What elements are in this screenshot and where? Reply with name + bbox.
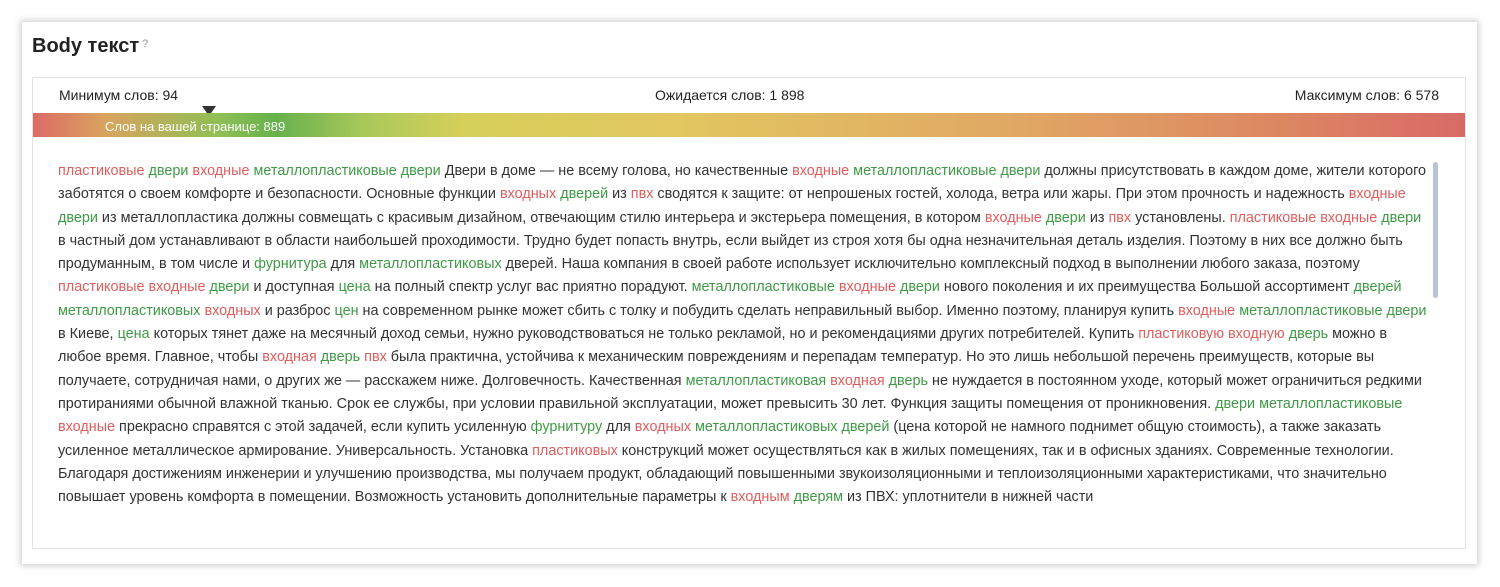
keyword-red: пластиковую входную bbox=[1138, 326, 1285, 343]
body-text-segment: (цена которой не намного поднимет общую стоимость), а также заказать усиленное металлическое армирование. Универсальность. Установка bbox=[58, 419, 1382, 459]
section-title-text: Body текст bbox=[32, 35, 140, 57]
keyword-green: двери bbox=[58, 209, 98, 226]
text-scrollbar[interactable] bbox=[1433, 162, 1438, 298]
keyword-red: входные bbox=[792, 163, 850, 179]
keyword-red: пвх bbox=[1108, 209, 1132, 226]
keyword-red: входная bbox=[830, 372, 885, 389]
body-text-segment: и доступная bbox=[249, 279, 339, 296]
body-text-segment: для bbox=[602, 419, 635, 436]
keyword-red: входные bbox=[838, 279, 896, 296]
body-text-segment: не нуждается в постоянном уходе, который может ограничиться редкими протираниями обычной влажной тканью. Срок ее службы, при условии правильной эксплуатации, может превысить 30 лет. Функция защиты помещения от проникновения. bbox=[58, 372, 1422, 412]
keyword-green: дверей металлопластиковых bbox=[58, 279, 1402, 319]
highlighted-body-text bbox=[58, 160, 1428, 528]
keyword-red: входные bbox=[1178, 302, 1236, 319]
max-words-label: Максимум слов: 6 578 bbox=[1294, 87, 1439, 103]
body-text-widget bbox=[22, 22, 1477, 564]
keyword-green: дверям bbox=[793, 489, 844, 506]
keyword-green: металлопластиковые двери bbox=[1239, 302, 1427, 319]
keyword-red: пластиковых bbox=[532, 442, 618, 459]
body-text-segment: и разброс bbox=[260, 302, 335, 319]
keyword-green: двери bbox=[1045, 209, 1086, 226]
body-text-segment: из ПВХ: уплотнители в нижней части bbox=[843, 489, 1094, 506]
body-text-segment: должны присутствовать в каждом доме, жители которого заботятся о своем комфорте и безопасности. Основные функции bbox=[58, 163, 1427, 203]
keyword-green: металлопластиковые bbox=[691, 279, 835, 296]
body-text-segment: в частный дом устанавливают в области наибольшей проходимости. Трудно будет попасть внутрь, если выйдет из строя хотя бы одна незначительная деталь изделия. Поэтому в них все должно быть продуманным, в том числе и bbox=[58, 232, 1403, 273]
keyword-red: входные bbox=[984, 209, 1042, 226]
keyword-green: металлопластиковых bbox=[359, 256, 502, 273]
keyword-green: металлопластиковых дверей bbox=[695, 419, 890, 436]
keyword-red: пвх bbox=[630, 186, 654, 203]
body-text-segment: из bbox=[608, 186, 631, 203]
body-text-segment: установлены. bbox=[1131, 209, 1230, 226]
keyword-green: металлопластиковые двери bbox=[253, 163, 441, 179]
body-text-segment: которых тянет даже на месячный доход семьи, нужно руководствоваться не только рекламой, но и рекомендациями других потребителей. Купить bbox=[149, 326, 1139, 343]
keyword-green: двери bbox=[148, 163, 189, 179]
keyword-green: двери bbox=[899, 279, 940, 296]
keyword-green: дверь bbox=[1288, 326, 1329, 343]
keyword-green: фурнитуру bbox=[530, 419, 603, 436]
keyword-green: фурнитура bbox=[254, 256, 327, 273]
expected-words-label: Ожидается слов: 1 898 bbox=[655, 87, 805, 103]
keyword-green: дверь bbox=[888, 372, 929, 389]
keyword-red: входные bbox=[1348, 186, 1406, 203]
body-text-segment: была практична, устойчива к механическим повреждениям и перепадам температур. Но это лишь небольшой перечень преимуществ, которые вы получаете, сотрудничая нами, о других же — расскажем ниже. Долговечность. Качественная bbox=[58, 349, 1375, 389]
body-text-segment: прекрасно справятся с этой задачей, если купить усиленную bbox=[115, 419, 531, 436]
word-count-gradient-bar bbox=[33, 113, 1465, 137]
keyword-red: входным bbox=[730, 489, 790, 506]
body-text-segment: в Киеве, bbox=[58, 326, 118, 343]
body-text-segment: из bbox=[1085, 209, 1109, 226]
keyword-red: входных bbox=[204, 302, 261, 319]
section-title bbox=[32, 35, 148, 58]
body-text-segment: для bbox=[326, 256, 360, 273]
help-icon[interactable]: ? bbox=[142, 38, 149, 50]
current-words-label: Слов на вашей странице: 889 bbox=[105, 119, 286, 134]
keyword-green: дверь bbox=[320, 349, 361, 366]
min-words-label: Минимум слов: 94 bbox=[59, 87, 179, 103]
keyword-green: металлопластиковая bbox=[685, 372, 827, 389]
body-text-segment: из металлопластика должны совмещать с красивым дизайном, отвечающим стилю интерьера и экстерьера помещения, в котором bbox=[97, 209, 985, 226]
keyword-red: входная bbox=[262, 349, 317, 366]
body-text-segment: на полный спектр услуг вас приятно порадуют. bbox=[370, 279, 692, 296]
body-text-segment: сводятся к защите: от непрошеных гостей, холода, ветра или жары. При этом прочность и надежность bbox=[653, 186, 1349, 203]
keyword-red: пластиковые входные bbox=[58, 279, 206, 296]
body-text-segment: Двери в доме — не всему голова, но качественные bbox=[440, 163, 793, 179]
keyword-red: пластиковые входные bbox=[1229, 209, 1378, 226]
keyword-green: двери металлопластиковые bbox=[1215, 395, 1403, 412]
keyword-green: двери bbox=[209, 279, 250, 296]
keyword-red: входных bbox=[634, 419, 692, 436]
keyword-green: цен bbox=[334, 302, 359, 319]
body-text-segment: конструкций может осуществляться как в жилых помещениях, так и в офисных зданиях. Современные технологии. Благодаря достижениям инженерии и улучшению производства, мы получаем продукт, обладающий повышенными звукоизоляционными и теплоизоляционными характеристиками, что значительно повышает уровень комфорта в помещении. Возможность установить дополнительные параметры к bbox=[58, 442, 1394, 506]
keyword-green: металлопластиковые двери bbox=[853, 163, 1041, 179]
body-text-segment: можно в любое время. Главное, чтобы bbox=[58, 326, 1388, 366]
word-count-panel bbox=[32, 77, 1466, 549]
body-text-segment: нового поколения и их преимущества Большой ассортимент bbox=[939, 279, 1354, 296]
keyword-green: цена bbox=[117, 326, 150, 343]
keyword-red: входные bbox=[58, 419, 116, 436]
keyword-green: двери bbox=[1381, 209, 1422, 226]
body-text-segment: на современном рынке может сбить с толку и побудить сделать неправильный выбор. Именно поэтому, планируя купить bbox=[358, 302, 1179, 319]
keyword-green: цена bbox=[338, 279, 371, 296]
body-text-segment: дверей. Наша компания в своей работе использует исключительно комплексный подход в выполнении любого заказа, поэтому bbox=[501, 256, 1360, 273]
keyword-green: дверей bbox=[560, 186, 609, 203]
keyword-red: входных bbox=[499, 186, 557, 203]
keyword-red: пластиковые bbox=[58, 163, 145, 179]
keyword-red: пвх bbox=[364, 349, 387, 366]
keyword-red: входные bbox=[192, 163, 250, 179]
